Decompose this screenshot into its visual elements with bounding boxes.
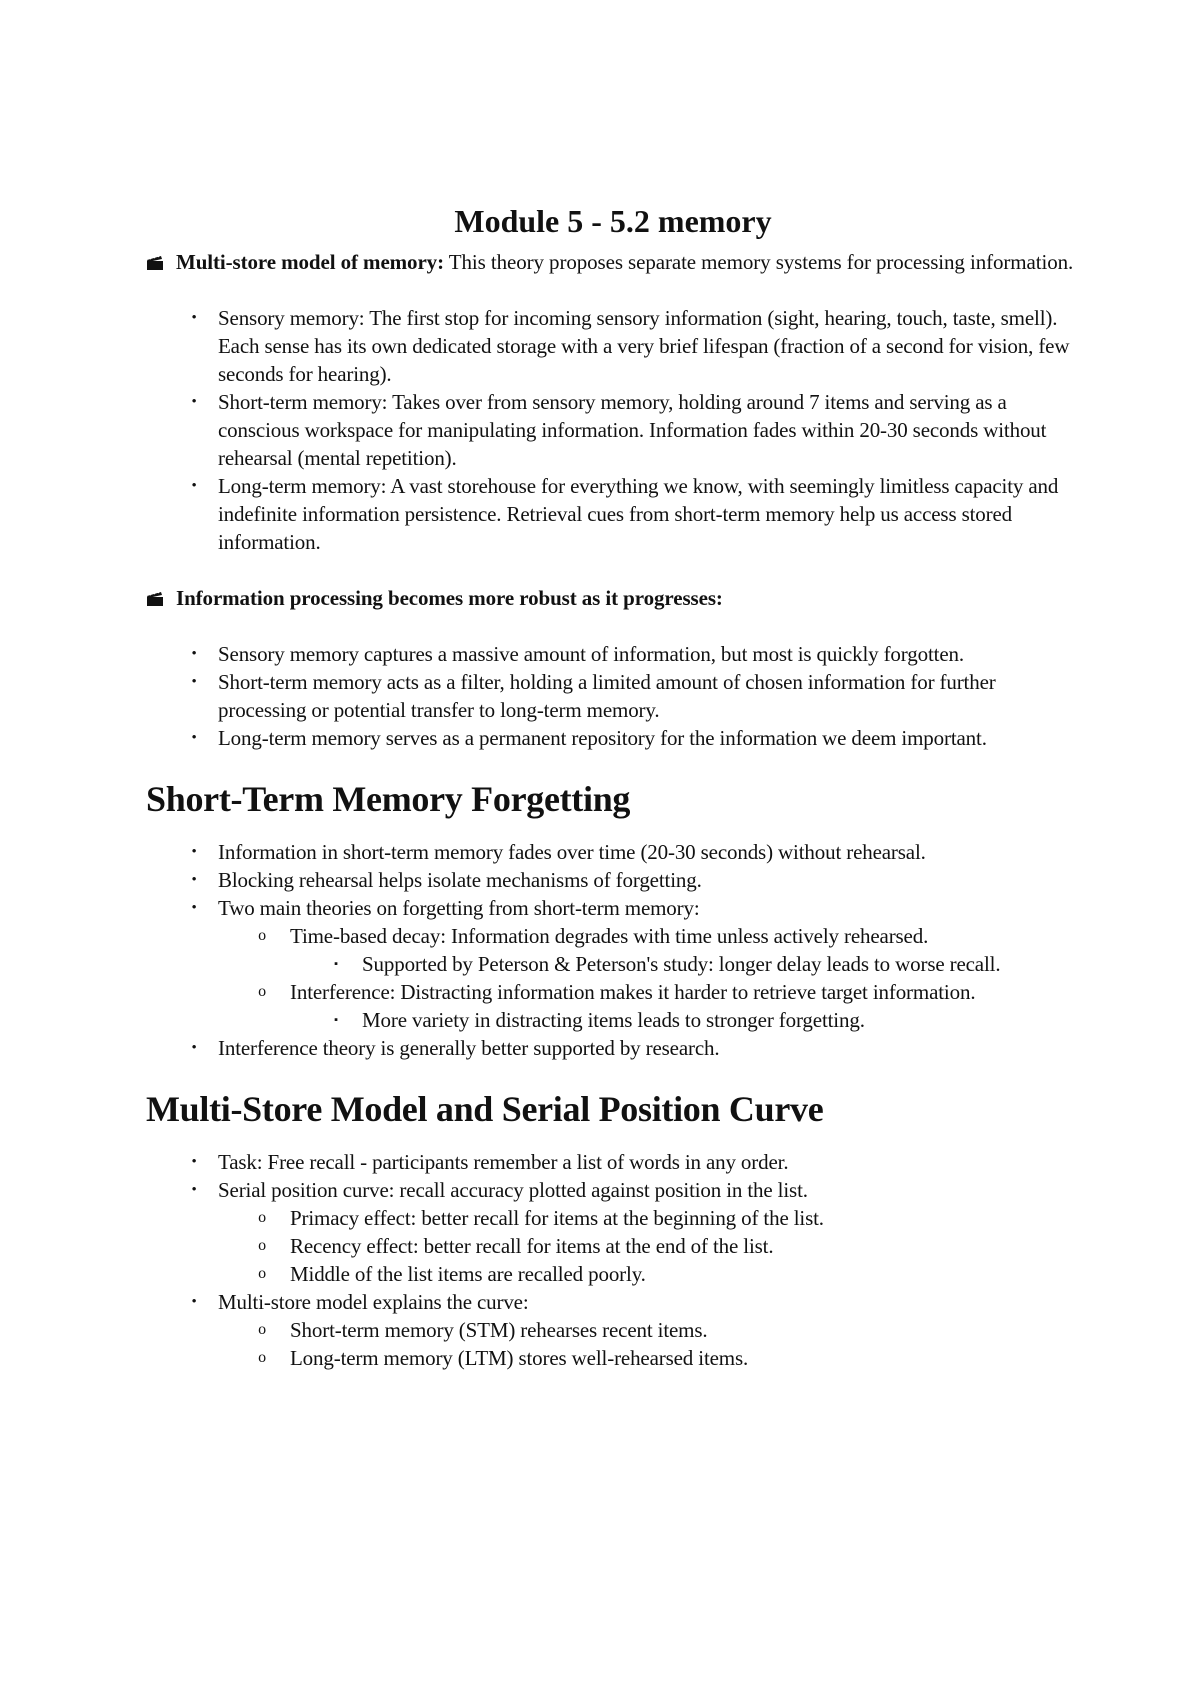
intro-paragraph — [146, 248, 1080, 276]
list-item: • Short-term memory: Takes over from sensory memory, holding around 7 items and serving as a conscious workspace for manipulating information. Information fades within 20-30 seconds without rehearsal (mental repetition). — [146, 388, 1080, 472]
theories-list — [218, 922, 1080, 1034]
intro-text: This theory proposes separate memory systems for processing information. — [443, 250, 1074, 274]
circle-bullet-icon: o — [258, 1209, 266, 1226]
bullet-icon: • — [191, 646, 197, 662]
list-item: • Information in short-term memory fades over time (20-30 seconds) without rehearsal. — [146, 838, 1080, 866]
list-item: • Sensory memory captures a massive amount of information, but most is quickly forgotten. — [146, 640, 1080, 668]
list-item: • Multi-store model explains the curve: o Short-term memory (STM) rehearses recent items. o Long-term memory (LTM) stores well-rehearsed items. — [146, 1288, 1080, 1372]
bullet-icon: • — [191, 872, 197, 888]
square-bullet-icon: ▪ — [334, 958, 338, 970]
intro-label: Multi-store model of memory: — [176, 250, 444, 274]
list-item: ▪ Supported by Peterson & Peterson's study: longer delay leads to worse recall. — [290, 950, 1080, 978]
clapperboard-icon — [146, 591, 164, 607]
list-item: • Sensory memory: The first stop for incoming sensory information (sight, hearing, touch, taste, smell). Each sense has its own dedicated storage with a very brief lifespan (fraction of a second for vision, few seconds for hearing). — [146, 304, 1080, 388]
circle-bullet-icon: o — [258, 1321, 266, 1338]
list-item: o Long-term memory (LTM) stores well-rehearsed items. — [218, 1344, 1080, 1372]
circle-bullet-icon: o — [258, 1349, 266, 1366]
bullet-icon: • — [191, 1182, 197, 1198]
theory-detail-list — [290, 1006, 1080, 1034]
section-heading-serial-position: Multi-Store Model and Serial Position Curve — [146, 1089, 824, 1129]
list-item: • Short-term memory acts as a filter, holding a limited amount of chosen information for further processing or potential transfer to long-term memory. — [146, 668, 1080, 724]
section-heading-forgetting: Short-Term Memory Forgetting — [146, 779, 631, 819]
bullet-icon: • — [191, 1040, 197, 1056]
bullet-icon: • — [191, 478, 197, 494]
clapperboard-icon — [146, 255, 164, 271]
bullet-icon: • — [191, 1154, 197, 1170]
list-item: o Short-term memory (STM) rehearses recent items. — [218, 1316, 1080, 1344]
curve-points-list — [218, 1204, 1080, 1288]
processing-label: Information processing becomes more robust as it progresses: — [176, 586, 723, 610]
circle-bullet-icon: o — [258, 1265, 266, 1282]
processing-paragraph — [146, 584, 1080, 612]
document-title: Module 5 - 5.2 memory — [454, 203, 772, 239]
serial-list — [146, 1148, 1080, 1372]
bullet-icon: • — [191, 1294, 197, 1310]
bullet-icon: • — [191, 844, 197, 860]
list-item: • Long-term memory serves as a permanent repository for the information we deem important. — [146, 724, 1080, 752]
explain-points-list — [218, 1316, 1080, 1372]
list-item: o Time-based decay: Information degrades with time unless actively rehearsed. ▪ Supported by Peterson & Peterson's study: longer delay leads to worse recall. — [218, 922, 1080, 978]
bullet-icon: • — [191, 900, 197, 916]
list-item: • Long-term memory: A vast storehouse for everything we know, with seemingly limitless capacity and indefinite information persistence. Retrieval cues from short-term memory help us access stored information. — [146, 472, 1080, 556]
list-item: • Serial position curve: recall accuracy plotted against position in the list. o Primacy effect: better recall for items at the beginning of the list. o Recency effect: better recall for items at the end of the list. o Middle of the list items are recalled poorly. — [146, 1176, 1080, 1288]
list-item: ▪ More variety in distracting items leads to stronger forgetting. — [290, 1006, 1080, 1034]
list-item: • Two main theories on forgetting from short-term memory: o Time-based decay: Information degrades with time unless actively rehearsed. ▪ Supported by Peterson & Peterson's study: longer delay leads to worse recall. o Interference: Distracting information makes it harder to retrieve target information. ▪ More variety in distracting items leads to stronger forgetting. — [146, 894, 1080, 1034]
processing-list — [146, 640, 1080, 752]
list-item: o Interference: Distracting information makes it harder to retrieve target information. ▪ More variety in distracting items leads to stronger forgetting. — [218, 978, 1080, 1034]
bullet-icon: • — [191, 310, 197, 326]
bullet-icon: • — [191, 674, 197, 690]
list-item: • Task: Free recall - participants remember a list of words in any order. — [146, 1148, 1080, 1176]
circle-bullet-icon: o — [258, 927, 266, 944]
list-item: o Middle of the list items are recalled poorly. — [218, 1260, 1080, 1288]
forgetting-list — [146, 838, 1080, 1062]
list-item: • Blocking rehearsal helps isolate mechanisms of forgetting. — [146, 866, 1080, 894]
list-item: o Recency effect: better recall for items at the end of the list. — [218, 1232, 1080, 1260]
bullet-icon: • — [191, 394, 197, 410]
list-item: • Interference theory is generally better supported by research. — [146, 1034, 1080, 1062]
circle-bullet-icon: o — [258, 1237, 266, 1254]
square-bullet-icon: ▪ — [334, 1014, 338, 1026]
list-item: o Primacy effect: better recall for items at the beginning of the list. — [218, 1204, 1080, 1232]
circle-bullet-icon: o — [258, 983, 266, 1000]
bullet-icon: • — [191, 730, 197, 746]
theory-detail-list — [290, 950, 1080, 978]
intro-list — [146, 304, 1080, 556]
